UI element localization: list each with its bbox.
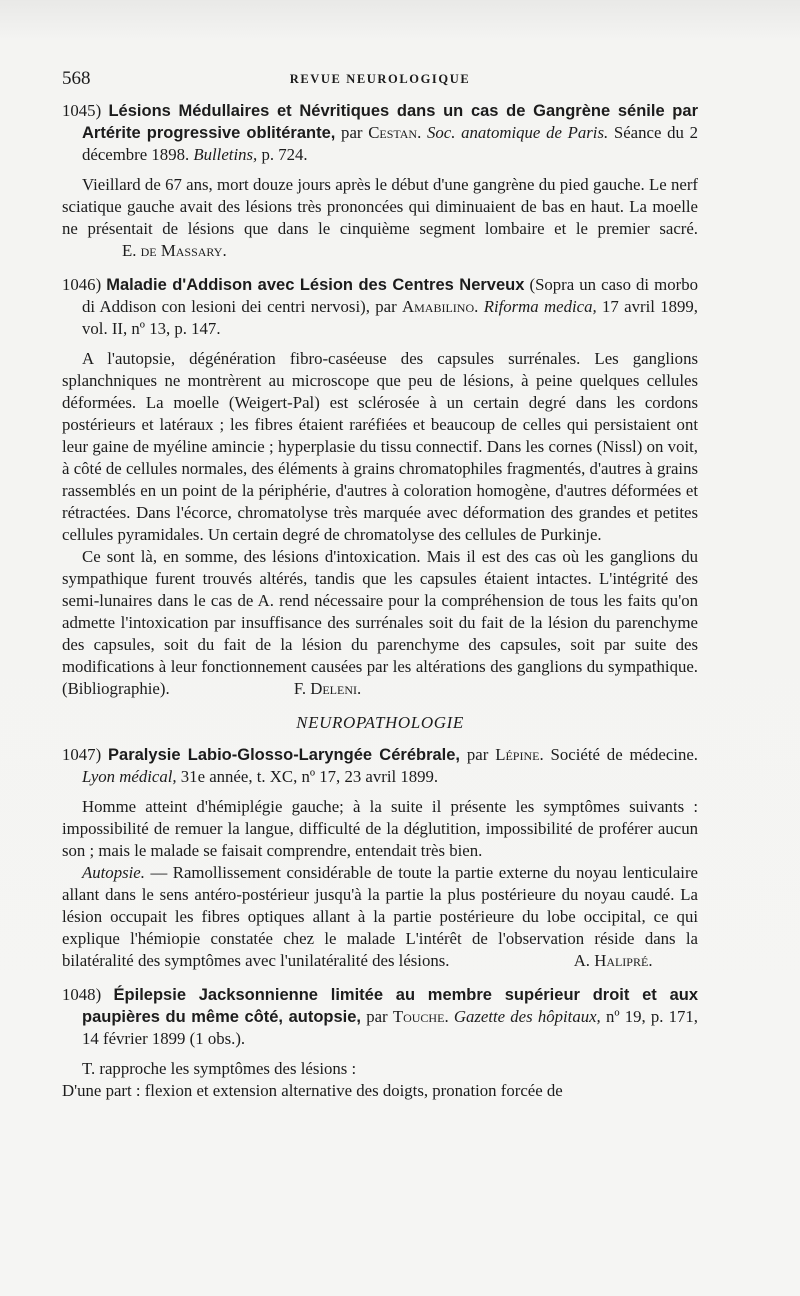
reviewer-signature: A. Halipré. — [573, 951, 653, 970]
entry-number: 1047) — [62, 745, 102, 764]
source-society: . Société de médecine. — [539, 745, 698, 764]
entry-title: Maladie d'Addison avec Lésion des Centres Nerveux — [106, 276, 525, 294]
author-name: Amabilino — [402, 297, 475, 316]
entry-title: Épilepsie Jacksonnienne limitée au membre supérieur droit et aux paupières du même côté, autopsie, — [82, 986, 699, 1026]
byline: par — [466, 745, 489, 764]
paragraph-with-signature — [62, 174, 698, 262]
entry-subtitle: (Sopra un caso di morbo di Addison con lesioni dei centri nervosi), par — [82, 275, 698, 316]
source-bulletin: Bulletins, — [193, 145, 258, 164]
entry-number: 1045) — [62, 101, 102, 120]
source-pages: p. 724. — [261, 145, 308, 164]
page-number: 568 — [62, 68, 91, 89]
abstract-entry-1045 — [62, 100, 698, 262]
abstract-paragraph: A l'autopsie, dégénération fibro-caséeuse des capsules surrénales. Les ganglions splanchniques ne montrèrent au microscope que peu de lésions, à peine quelques cellules déformées. La moelle (Weigert-Pal) est sclérosée à un certain degré dans les cordons postérieurs et latéraux ; les fibres étaient raréfiées et beaucoup de celles qui persistaient ont leur gaine de myéline amincie ; hyperplasie du tissu connectif. Dans les cornes (Nissl) on voit, à côté de cellules normales, des éléments à grains chromatophiles fragmentés, d'autres à grains rassemblés en un point de la périphérie, d'autres à coloration homogène, d'autres déformées et rétractées. Dans l'écorce, chromatolyse très marquée avec déformation des grandes et petites cellules pyramidales. Un certain degré de chromatolyse des cellules de Purkinje. — [62, 349, 698, 544]
section-heading: NEUROPATHOLOGIE — [296, 713, 464, 732]
source-details: 17 avril 1899, vol. II, nº 13, p. 147. — [82, 297, 698, 338]
source-details: 31e année, t. XC, nº 17, 23 avril 1899. — [180, 767, 439, 786]
running-title: REVUE NEUROLOGIQUE — [289, 72, 471, 86]
abstract-entry-1048 — [62, 984, 698, 1102]
abstract-line: T. rapproche les symptômes des lésions : — [82, 1059, 357, 1078]
byline: par — [341, 123, 363, 142]
entry-heading: 1045) Lésions Médullaires et Névritiques dans un cas de Gangrène sénile par Artérite progressive oblitérante, par Cestan. Soc. anatomique de Paris. Séance du 2 décembre 1898. Bulletins, p. 724. — [62, 101, 698, 164]
author-name: Touche — [392, 1007, 445, 1026]
page-content — [62, 100, 698, 1114]
author-name: Lépine — [495, 745, 540, 764]
abstract-entry-1046 — [62, 274, 698, 700]
abstract-entry-1047 — [62, 744, 698, 972]
source-journal: Lyon médical, — [82, 767, 177, 786]
abstract-text: — Ramollissement considérable de toute la partie externe du noyau lenticulaire allant dans le sens antéro-postérieur jusqu'à la partie la plus postérieure du noyau caudé. La lésion occupait les fibres optiques allant à la partie postérieure du lobe occipital, ce qui explique l'hémiopie constatée chez le malade L'intérêt de l'observation réside dans la bilatéralité des symptômes avec l'unilatéralité des lésions. — [62, 863, 698, 970]
reviewer-signature: E. de Massary. — [122, 241, 227, 260]
source-journal: Soc. anatomique de Paris. — [427, 123, 609, 142]
entry-title: Paralysie Labio-Glosso-Laryngée Cérébrale, — [108, 746, 461, 764]
source-session: Séance du 2 décembre 1898. — [82, 123, 698, 164]
entry-heading — [62, 744, 698, 788]
abstract-text: Ce sont là, en somme, des lésions d'intoxication. Mais il est des cas où les ganglions du sympathique furent trouvés altérés, tandis que les capsules étaient intactes. L'intégrité des semi-lunaires dans le cas de A. rend nécessaire pour la compréhension de tous les faits qu'on admette l'intoxication par insuffisance des surrénales soit du fait de la lésion du parenchyme des capsules, soit du fait de la lésion du parenchyme des capsules, soit par suite des modifications à leur fonctionnement causées par les altérations des ganglions du sympathique. (Bibliographie). — [62, 547, 698, 698]
source-details: nº 19, p. 171, 14 février 1899 (1 obs.). — [82, 1007, 699, 1048]
abstract-line: D'une part : flexion et extension alternative des doigts, pronation forcée de — [62, 1081, 563, 1100]
page-header — [62, 68, 698, 92]
entry-title: Lésions Médullaires et Névritiques dans un cas de Gangrène sénile par Artérite progressive oblitérante, — [82, 102, 698, 142]
entry-number: 1046) — [62, 275, 102, 294]
abstract-paragraph: Homme atteint d'hémiplégie gauche; à la suite il présente les symptômes suivants : impossibilité de remuer la langue, difficulté de la déglutition, impossibilité de proférer aucun son ; mais le malade se faisait comprendre, entendait très bien. — [62, 797, 698, 860]
entry-heading: 1046) Maladie d'Addison avec Lésion des Centres Nerveux (Sopra un caso di morbo di Addison con lesioni dei centri nervosi), par Amabilino. Riforma medica, 17 avril 1899, vol. II, nº 13, p. 147. — [62, 275, 698, 338]
abstract-paragraph — [62, 546, 698, 700]
source-journal: Riforma medica, — [483, 297, 597, 316]
entry-heading: 1048) Épilepsie Jacksonnienne limitée au membre supérieur droit et aux paupières du même côté, autopsie, par Touche. Gazette des hôpitaux, nº 19, p. 171, 14 février 1899 (1 obs.). — [62, 985, 699, 1048]
byline: par — [366, 1007, 388, 1026]
autopsie-label: Autopsie. — [82, 863, 145, 882]
author-name: Cestan — [368, 123, 418, 142]
abstract-paragraph — [62, 862, 698, 972]
abstract-text: Vieillard de 67 ans, mort douze jours après le début d'une gangrène du pied gauche. Le nerf sciatique gauche avait des lésions très prononcées qui diminuaient de bas en haut. La moelle ne présentait de lésions que dans le cinquième segment lombaire et le premier sacré. — [62, 175, 698, 238]
entry-number: 1048) — [62, 985, 102, 1004]
reviewer-signature: F. Deleni. — [293, 679, 362, 698]
source-journal: Gazette des hôpitaux, — [453, 1007, 601, 1026]
